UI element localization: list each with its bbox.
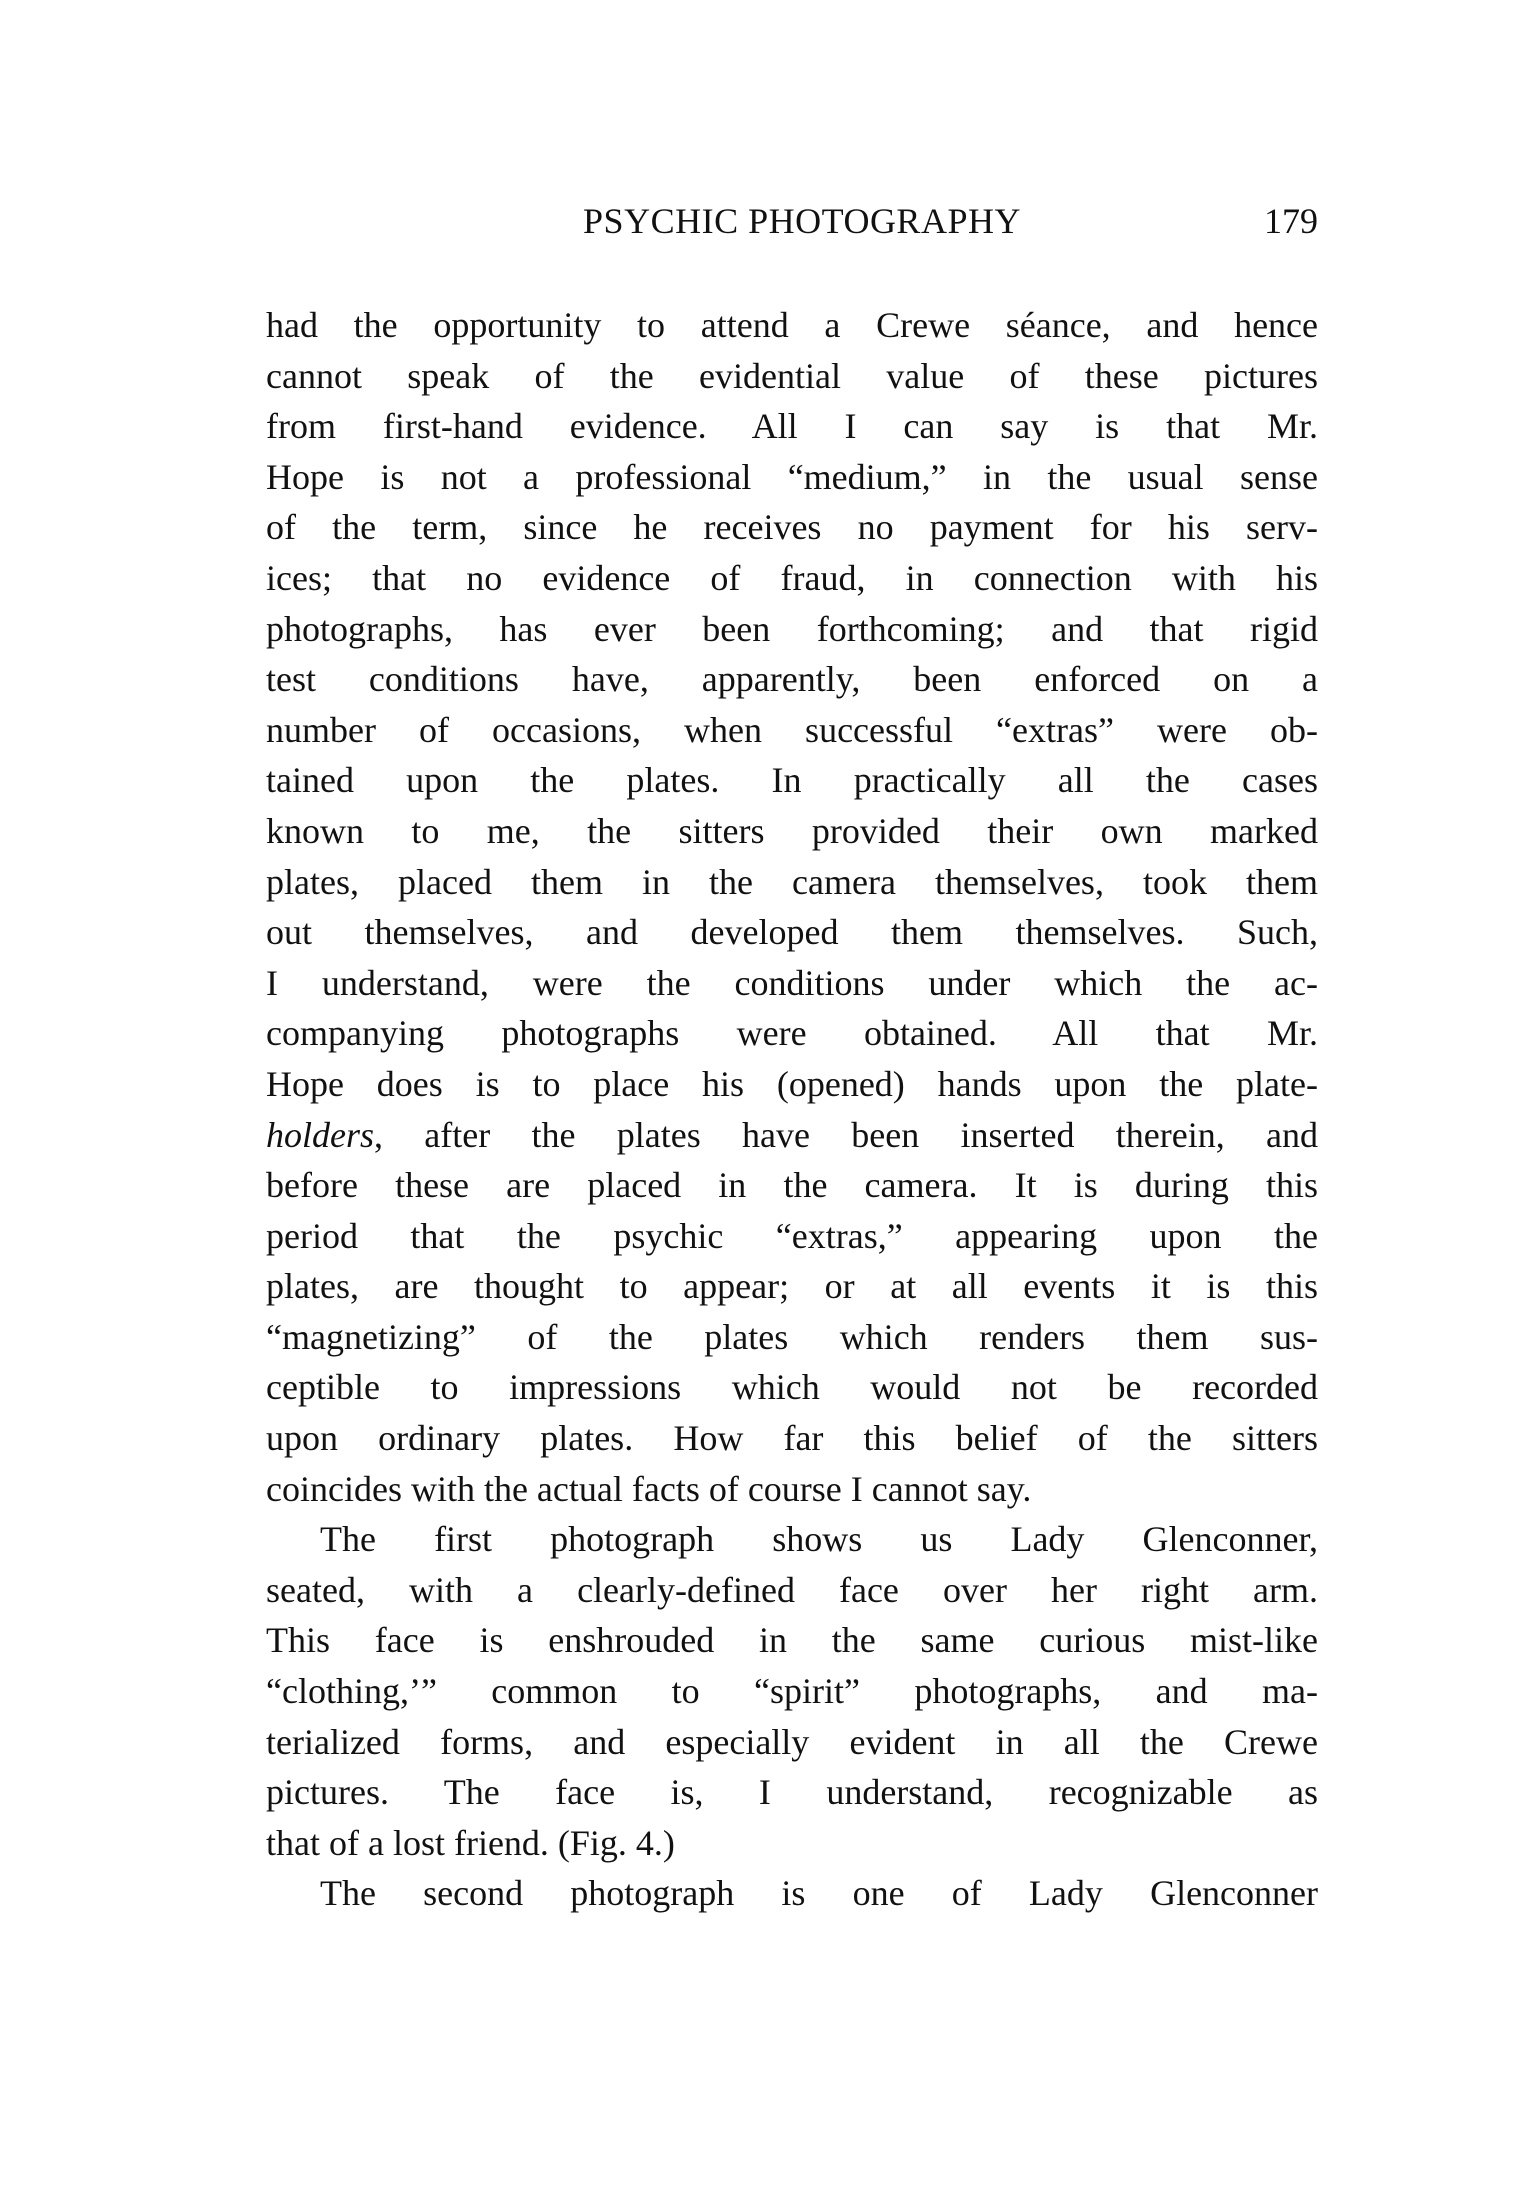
text-line: This face is enshrouded in the same curious mist-like	[266, 1620, 1318, 1661]
running-title: PSYCHIC PHOTOGRAPHY	[583, 201, 1021, 241]
text-line: number of occasions, when successful “extras” were ob-	[266, 709, 1318, 750]
text-line: pictures. The face is, I understand, recognizable as	[266, 1772, 1318, 1813]
text-line: Hope is not a professional “medium,” in the usual sense	[266, 456, 1318, 497]
body-text	[266, 300, 1318, 1919]
text-line: that of a lost friend. (Fig. 4.)	[266, 1822, 675, 1863]
text-line: cannot speak of the evidential value of these pictures	[266, 355, 1318, 396]
text-line: tained upon the plates. In practically all the cases	[266, 760, 1318, 801]
text-line: Hope does is to place his (opened) hands upon the plate-	[266, 1063, 1318, 1104]
text-line: had the opportunity to attend a Crewe séance, and hence	[266, 305, 1318, 345]
text-line: plates, placed them in the camera themselves, took them	[266, 861, 1318, 902]
text-line: out themselves, and developed them themselves. Such,	[266, 912, 1318, 953]
text-line: seated, with a clearly-defined face over her right arm.	[266, 1569, 1318, 1610]
text-line: photographs, has ever been forthcoming; and that rigid	[266, 608, 1318, 649]
text-line: ceptible to impressions which would not be recorded	[266, 1367, 1318, 1408]
text-line: period that the psychic “extras,” appearing upon the	[266, 1215, 1318, 1256]
text-line-paragraph-start: The second photograph is one of Lady Glenconner	[320, 1873, 1318, 1914]
text-line: known to me, the sitters provided their own marked	[266, 810, 1318, 851]
text-line: before these are placed in the camera. It is during this	[266, 1165, 1318, 1206]
text-line: companying photographs were obtained. All that Mr.	[266, 1013, 1318, 1054]
text-line: ices; that no evidence of fraud, in connection with his	[266, 557, 1318, 598]
text-line: coincides with the actual facts of course I cannot say.	[266, 1468, 1032, 1509]
text-line-paragraph-start: The first photograph shows us Lady Glenconner,	[320, 1519, 1318, 1560]
text-line: test conditions have, apparently, been enforced on a	[266, 659, 1318, 700]
text-line: of the term, since he receives no payment for his serv-	[266, 507, 1318, 548]
text-line: “magnetizing” of the plates which renders them sus-	[266, 1316, 1318, 1357]
page-number: 179	[1264, 201, 1318, 241]
text-line: from first-hand evidence. All I can say is that Mr.	[266, 406, 1318, 447]
text-line: holders, after the plates have been inserted therein, and	[266, 1114, 1318, 1155]
text-line: plates, are thought to appear; or at all events it is this	[266, 1266, 1318, 1307]
text-line: “clothing,’” common to “spirit” photographs, and ma-	[266, 1671, 1318, 1712]
italic-word: holders	[266, 1114, 374, 1155]
text-line: terialized forms, and especially evident in all the Crewe	[266, 1721, 1318, 1762]
running-head	[266, 200, 1318, 260]
text-line: upon ordinary plates. How far this belief of the sitters	[266, 1418, 1318, 1459]
text-line: I understand, were the conditions under which the ac-	[266, 962, 1318, 1003]
